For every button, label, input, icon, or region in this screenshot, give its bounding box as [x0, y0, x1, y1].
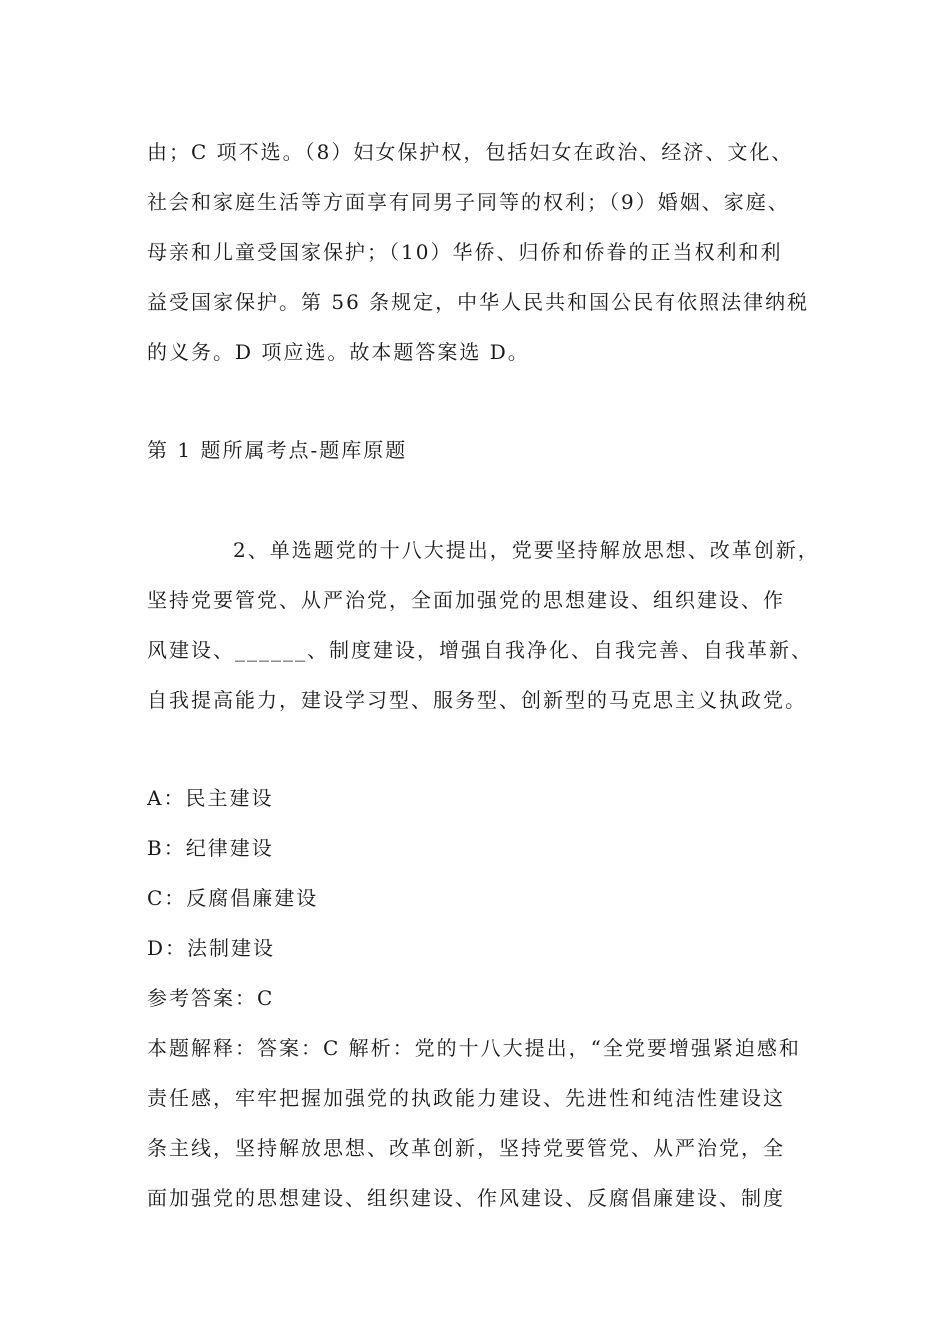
question-2-stem-line-1: 2、单选题党的十八大提出，党要坚持解放思想、改革创新，: [233, 538, 820, 562]
question-2-stem-line-3: 风建设、______、制度建设，增强自我净化、自我完善、自我革新、: [147, 638, 813, 662]
reference-answer: 参考答案：C: [147, 986, 275, 1010]
explanation-line-1: 本题解释：答案：C 解析：党的十八大提出，“全党要增强紧迫感和: [147, 1036, 801, 1060]
prev-explanation-line-3: 母亲和儿童受国家保护；（10）华侨、归侨和侨眷的正当权利和利: [147, 240, 783, 264]
option-d: D：法制建设: [147, 936, 276, 960]
question-1-topic: 第 1 题所属考点-题库原题: [147, 438, 408, 462]
explanation-line-4: 面加强党的思想建设、组织建设、作风建设、反腐倡廉建设、制度: [147, 1186, 785, 1210]
prev-explanation-line-1: 由；C 项不选。（8）妇女保护权，包括妇女在政治、经济、文化、: [147, 140, 794, 164]
prev-explanation-line-5: 的义务。D 项应选。故本题答案选 D。: [147, 340, 530, 364]
prev-explanation-line-2: 社会和家庭生活等方面享有同男子同等的权利；（9）婚姻、家庭、: [147, 190, 790, 214]
question-2-stem-line-2: 坚持党要管党、从严治党，全面加强党的思想建设、组织建设、作: [147, 588, 785, 612]
option-c: C：反腐倡廉建设: [147, 886, 319, 910]
explanation-line-3: 条主线，坚持解放思想、改革创新，坚持党要管党、从严治党，全: [147, 1136, 785, 1160]
prev-explanation-line-4: 益受国家保护。第 56 条规定，中华人民共和国公民有依照法律纳税: [147, 290, 810, 314]
option-a: A：民主建设: [147, 786, 274, 810]
question-2-stem-line-4: 自我提高能力，建设学习型、服务型、创新型的马克思主义执政党。: [147, 688, 807, 712]
option-b: B：纪律建设: [147, 836, 274, 860]
explanation-line-2: 责任感，牢牢把握加强党的执政能力建设、先进性和纯洁性建设这: [147, 1086, 785, 1110]
